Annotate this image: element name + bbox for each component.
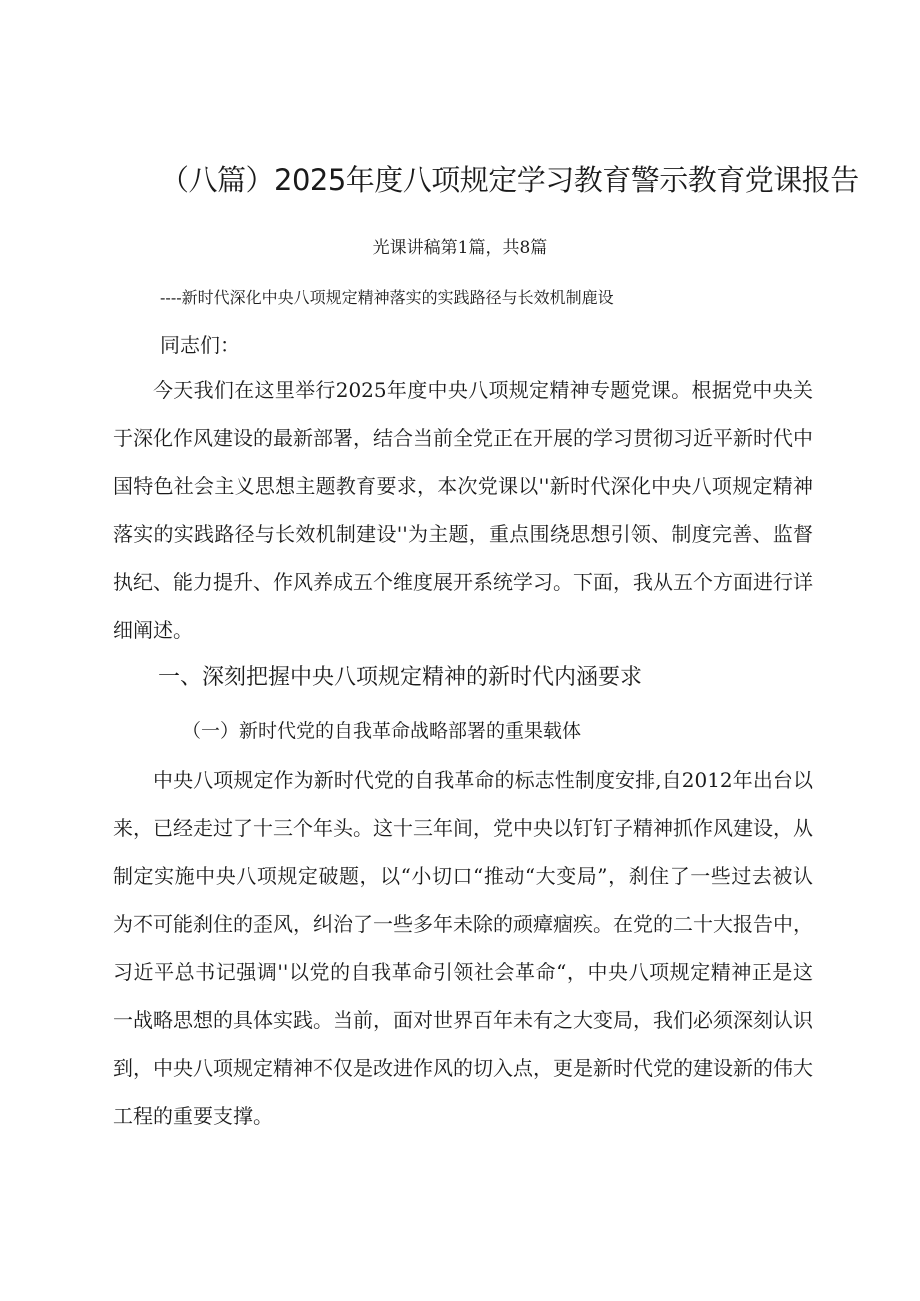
document-subtitle: 光课讲稿第1篇，共8篇: [372, 238, 548, 258]
document-title: （八篇）2025年度八项规定学习教育警示教育党课报告: [160, 163, 859, 197]
body-paragraph: 中央八项规定作为新时代党的自我革命的标志性制度安排,自2012年出台以来，已经走过了十三个年头。这十三年间，党中央以钉钉子精神抓作风建设，从制定实施中央八项规定破题，以“小切口“推动“大变局”，刹住了一些过去被认为不可能刹住的歪风，纠治了一些多年未除的顽瘴痼疾。在党的二十大报告中，习近平总书记强调''以党的自我革命引领社会革命“，中央八项规定精神正是这一战略思想的具体实践。当前，面对世界百年未有之大变局，我们必须深刻认识到，中央八项规定精神不仅是改进作风的切入点，更是新时代党的建设新的伟大工程的重要支撑。: [113, 768, 813, 1128]
document-tagline: ----新时代深化中央八项规定精神落实的实践路径与长效机制鹿设: [160, 288, 614, 307]
section-heading: 一、深刻把握中央八项规定精神的新时代内涵要求: [158, 665, 643, 690]
subsection-heading: （一）新时代党的自我革命战略部署的重果载体: [182, 720, 582, 742]
greeting: 同志们：: [160, 333, 240, 357]
intro-paragraph: 今天我们在这里举行2025年度中央八项规定精神专题党课。根据党中央关于深化作风建设的最新部署，结合当前全党正在开展的学习贯彻习近平新时代中国特色社会主义思想主题教育要求，本次党课以''新时代深化中央八项规定精神落实的实践路径与长效机制建设''为主题，重点围绕思想引领、制度完善、监督执纪、能力提升、作风养成五个维度展开系统学习。下面，我从五个方面进行详细阐述。: [113, 378, 813, 642]
